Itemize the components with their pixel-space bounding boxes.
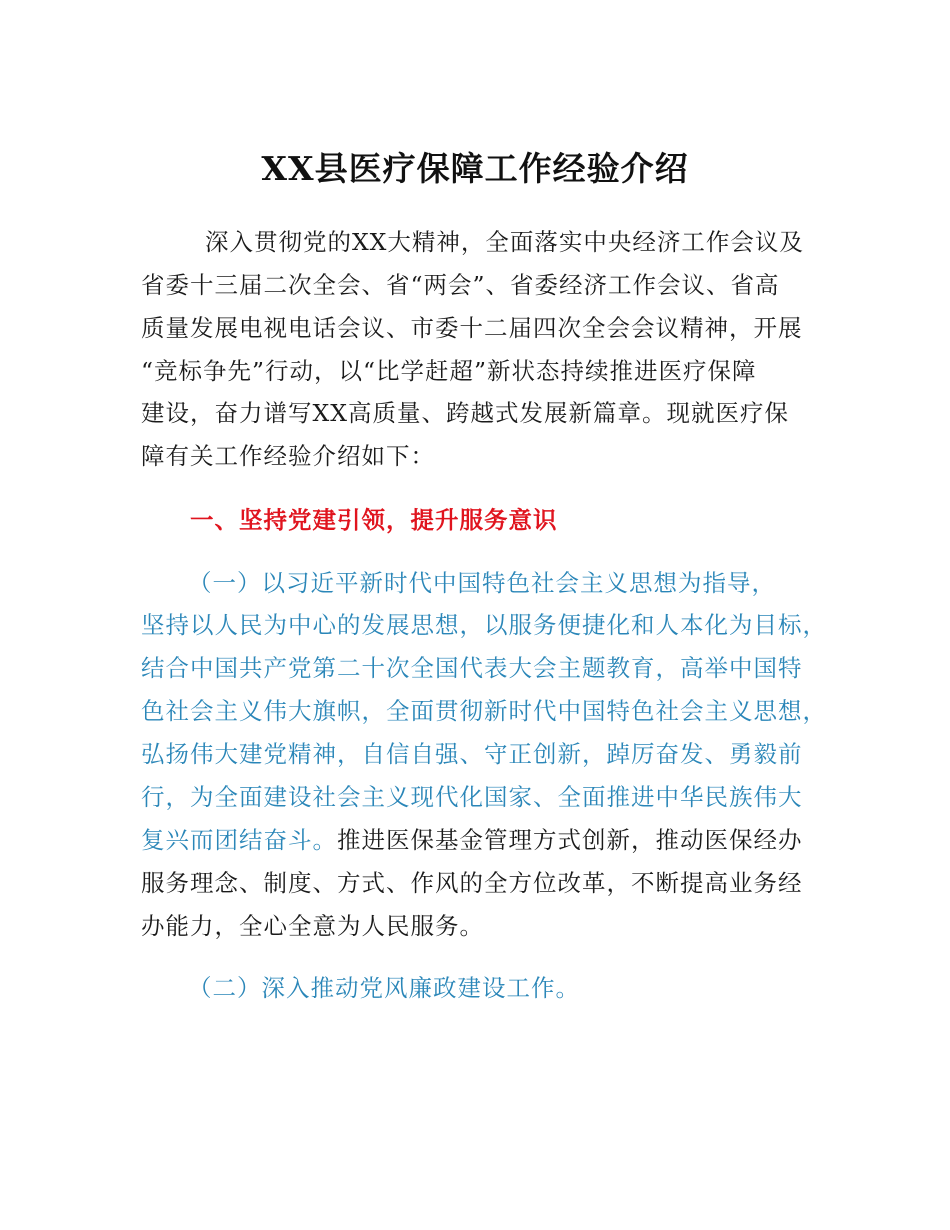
intro-line: 深入贯彻党的XX大精神，全面落实中央经济工作会议及 [188, 228, 804, 256]
intro-line: “竞标争先”行动，以“比学赶超”新状态持续推进医疗保障 [141, 357, 757, 385]
subsection-line: 弘扬伟大建党精神，自信自强、守正创新，踔厉奋发、勇毅前 [141, 740, 803, 768]
subsection-heading: （二）深入推动党风廉政建设工作。 [188, 974, 580, 1002]
intro-line: 障有关工作经验介绍如下： [141, 442, 435, 470]
body-text: 推进医保基金管理方式创新，推动医保经办 [337, 826, 803, 854]
intro-line: 质量发展电视电话会议、市委十二届四次全会会议精神，开展 [141, 314, 803, 342]
intro-line: 建设，奋力谱写XX高质量、跨越式发展新篇章。现就医疗保 [141, 399, 789, 427]
subsection-line: 行，为全面建设社会主义现代化国家、全面推进中华民族伟大 [141, 783, 803, 811]
subsection-line-highlight: 复兴而团结奋斗。 [141, 826, 337, 854]
subsection-line: （一）以习近平新时代中国特色社会主义思想为指导， [188, 569, 776, 597]
subsection-line: 结合中国共产党第二十次全国代表大会主题教育，高举中国特 [141, 654, 803, 682]
subsection-line: 色社会主义伟大旗帜，全面贯彻新时代中国特色社会主义思想， [141, 697, 827, 725]
section-heading: 一、坚持党建引领，提升服务意识 [190, 506, 558, 534]
document-title: XX县医疗保障工作经验介绍 [261, 149, 689, 188]
subsection-line: 坚持以人民为中心的发展思想，以服务便捷化和人本化为目标， [141, 611, 827, 639]
subsection-line-mixed [141, 825, 803, 855]
intro-line: 省委十三届二次全会、省“两会”、省委经济工作会议、省高 [141, 271, 780, 299]
body-line: 服务理念、制度、方式、作风的全方位改革，不断提高业务经 [141, 869, 803, 897]
body-line: 办能力，全心全意为人民服务。 [141, 912, 484, 940]
